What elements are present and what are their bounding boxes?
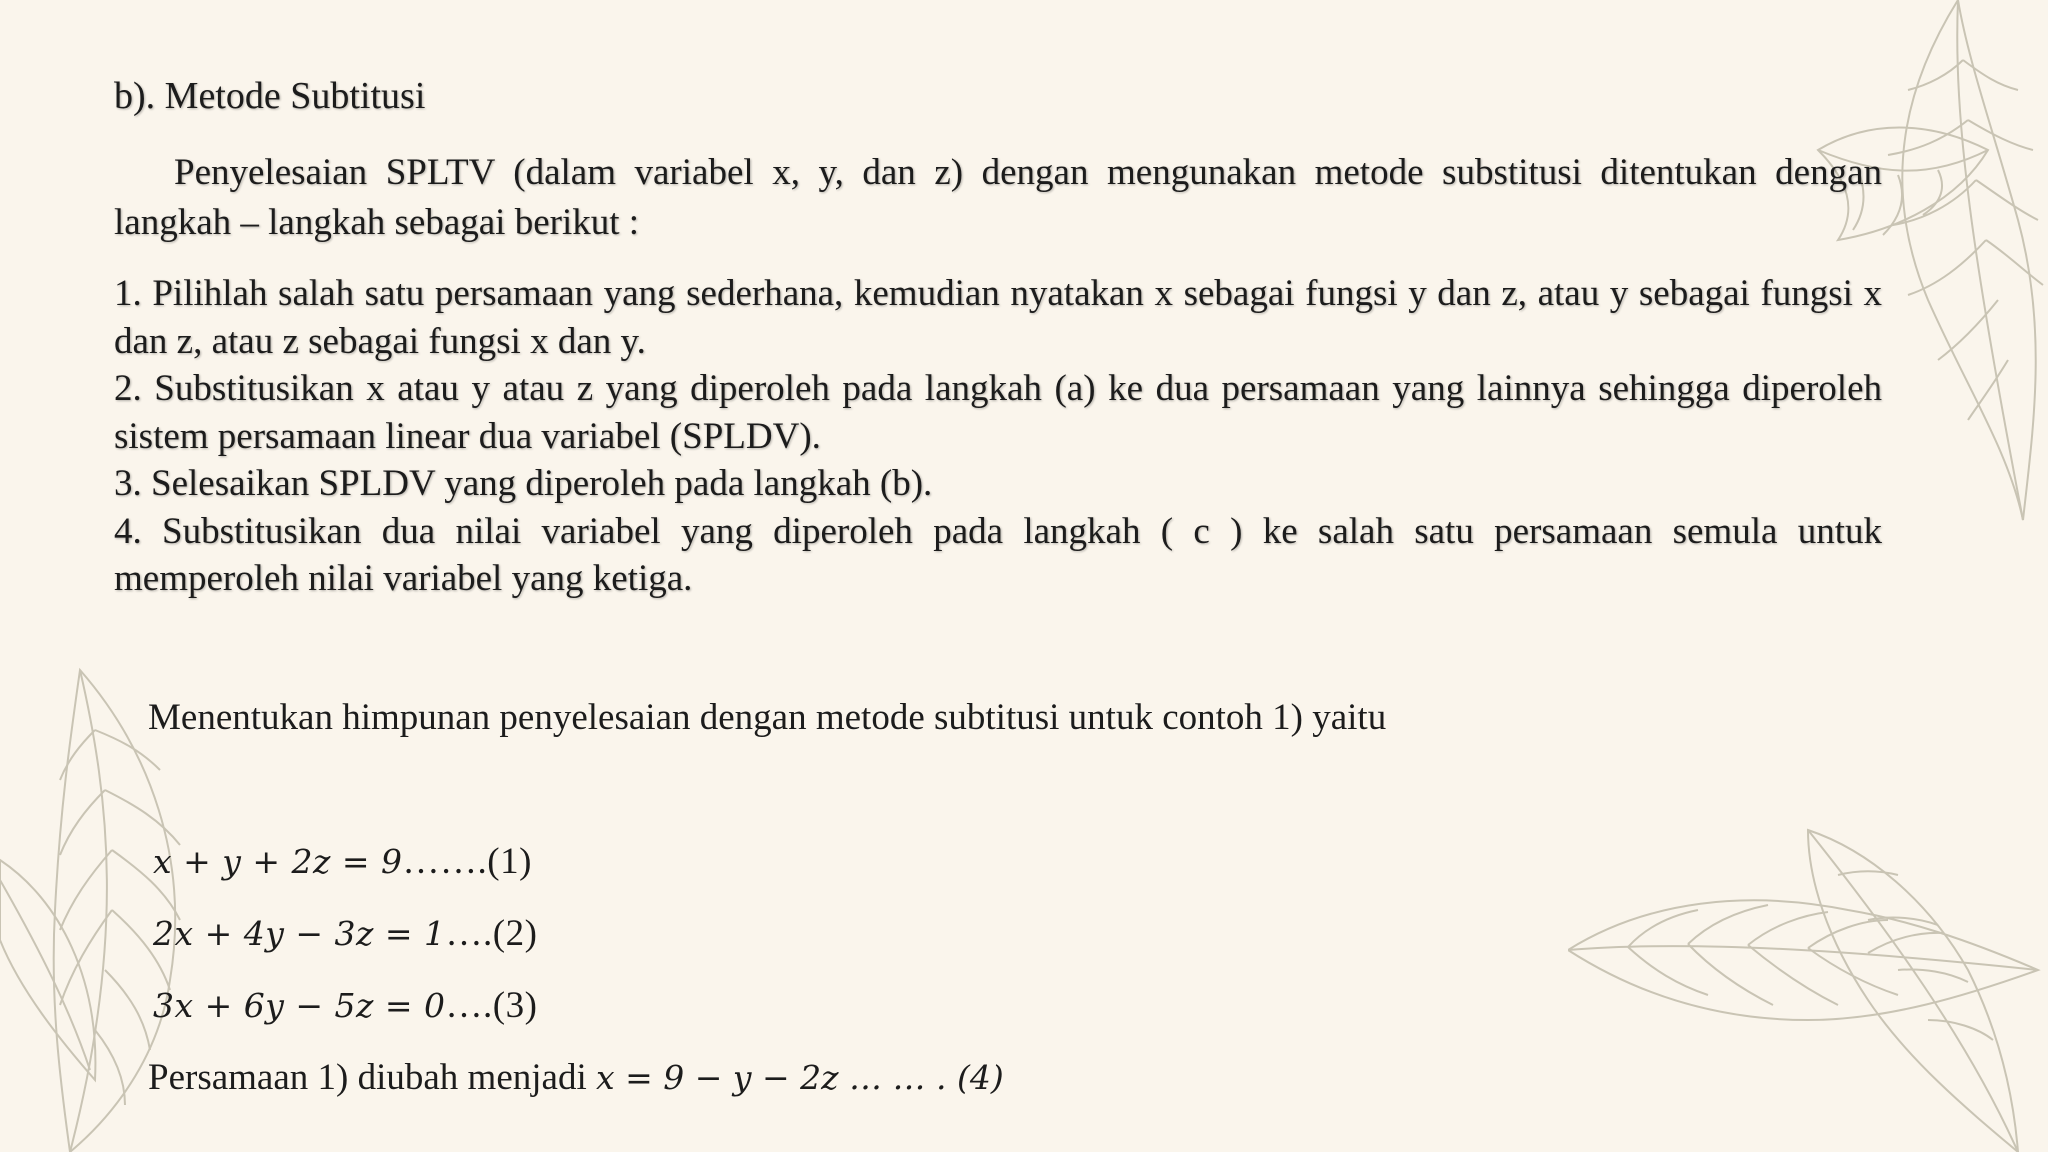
- equation-1: [153, 840, 532, 883]
- equation-2: [153, 912, 537, 955]
- step-3: 3. Selesaikan SPLDV yang diperoleh pada langkah (b).: [114, 463, 933, 504]
- step-1: 1. Pilihlah salah satu persamaan yang sederhana, kemudian nyatakan x sebagai fungsi y dan z, atau y sebagai fungsi x dan z, atau z sebagai fungsi x dan y.: [114, 273, 1882, 362]
- equation-1-expr: x + y + 2z = 9: [153, 842, 403, 881]
- conclusion-line: [148, 1056, 1004, 1099]
- step-2: 2. Substitusikan x atau y atau z yang diperoleh pada langkah (a) ke dua persamaan yang lainnya sehingga diperoleh sistem persamaan linear dua variabel (SPLDV).: [114, 368, 1882, 457]
- equation-2-label: ….(2): [445, 913, 538, 954]
- step-4: 4. Substitusikan dua nilai variabel yang diperoleh pada langkah ( c ) ke salah satu persamaan semula untuk memperoleh nilai variabel yang ketiga.: [114, 510, 1882, 599]
- steps-list: [114, 270, 1882, 603]
- equation-3-expr: 3x + 6y − 5z = 0: [153, 986, 446, 1025]
- leaf-decoration-bottom-right-icon: [1568, 820, 2048, 1152]
- equation-3-label: ….(3): [445, 985, 538, 1026]
- conclusion-expr: x = 9 − y − 2z … … . (4): [595, 1058, 1004, 1097]
- section-heading: b). Metode Subtitusi: [114, 75, 426, 117]
- equation-1-label: …….(1): [402, 841, 532, 882]
- conclusion-prefix: Persamaan 1) diubah menjadi: [148, 1057, 587, 1098]
- example-intro: Menentukan himpunan penyelesaian dengan metode subtitusi untuk contoh 1) yaitu: [148, 697, 1387, 738]
- equation-2-expr: 2x + 4y − 3z = 1: [153, 914, 446, 953]
- intro-paragraph: Penyelesaian SPLTV (dalam variabel x, y, dan z) dengan mengunakan metode substitusi ditentukan dengan langkah – langkah sebagai berikut :: [114, 152, 1882, 243]
- equation-3: [153, 984, 537, 1027]
